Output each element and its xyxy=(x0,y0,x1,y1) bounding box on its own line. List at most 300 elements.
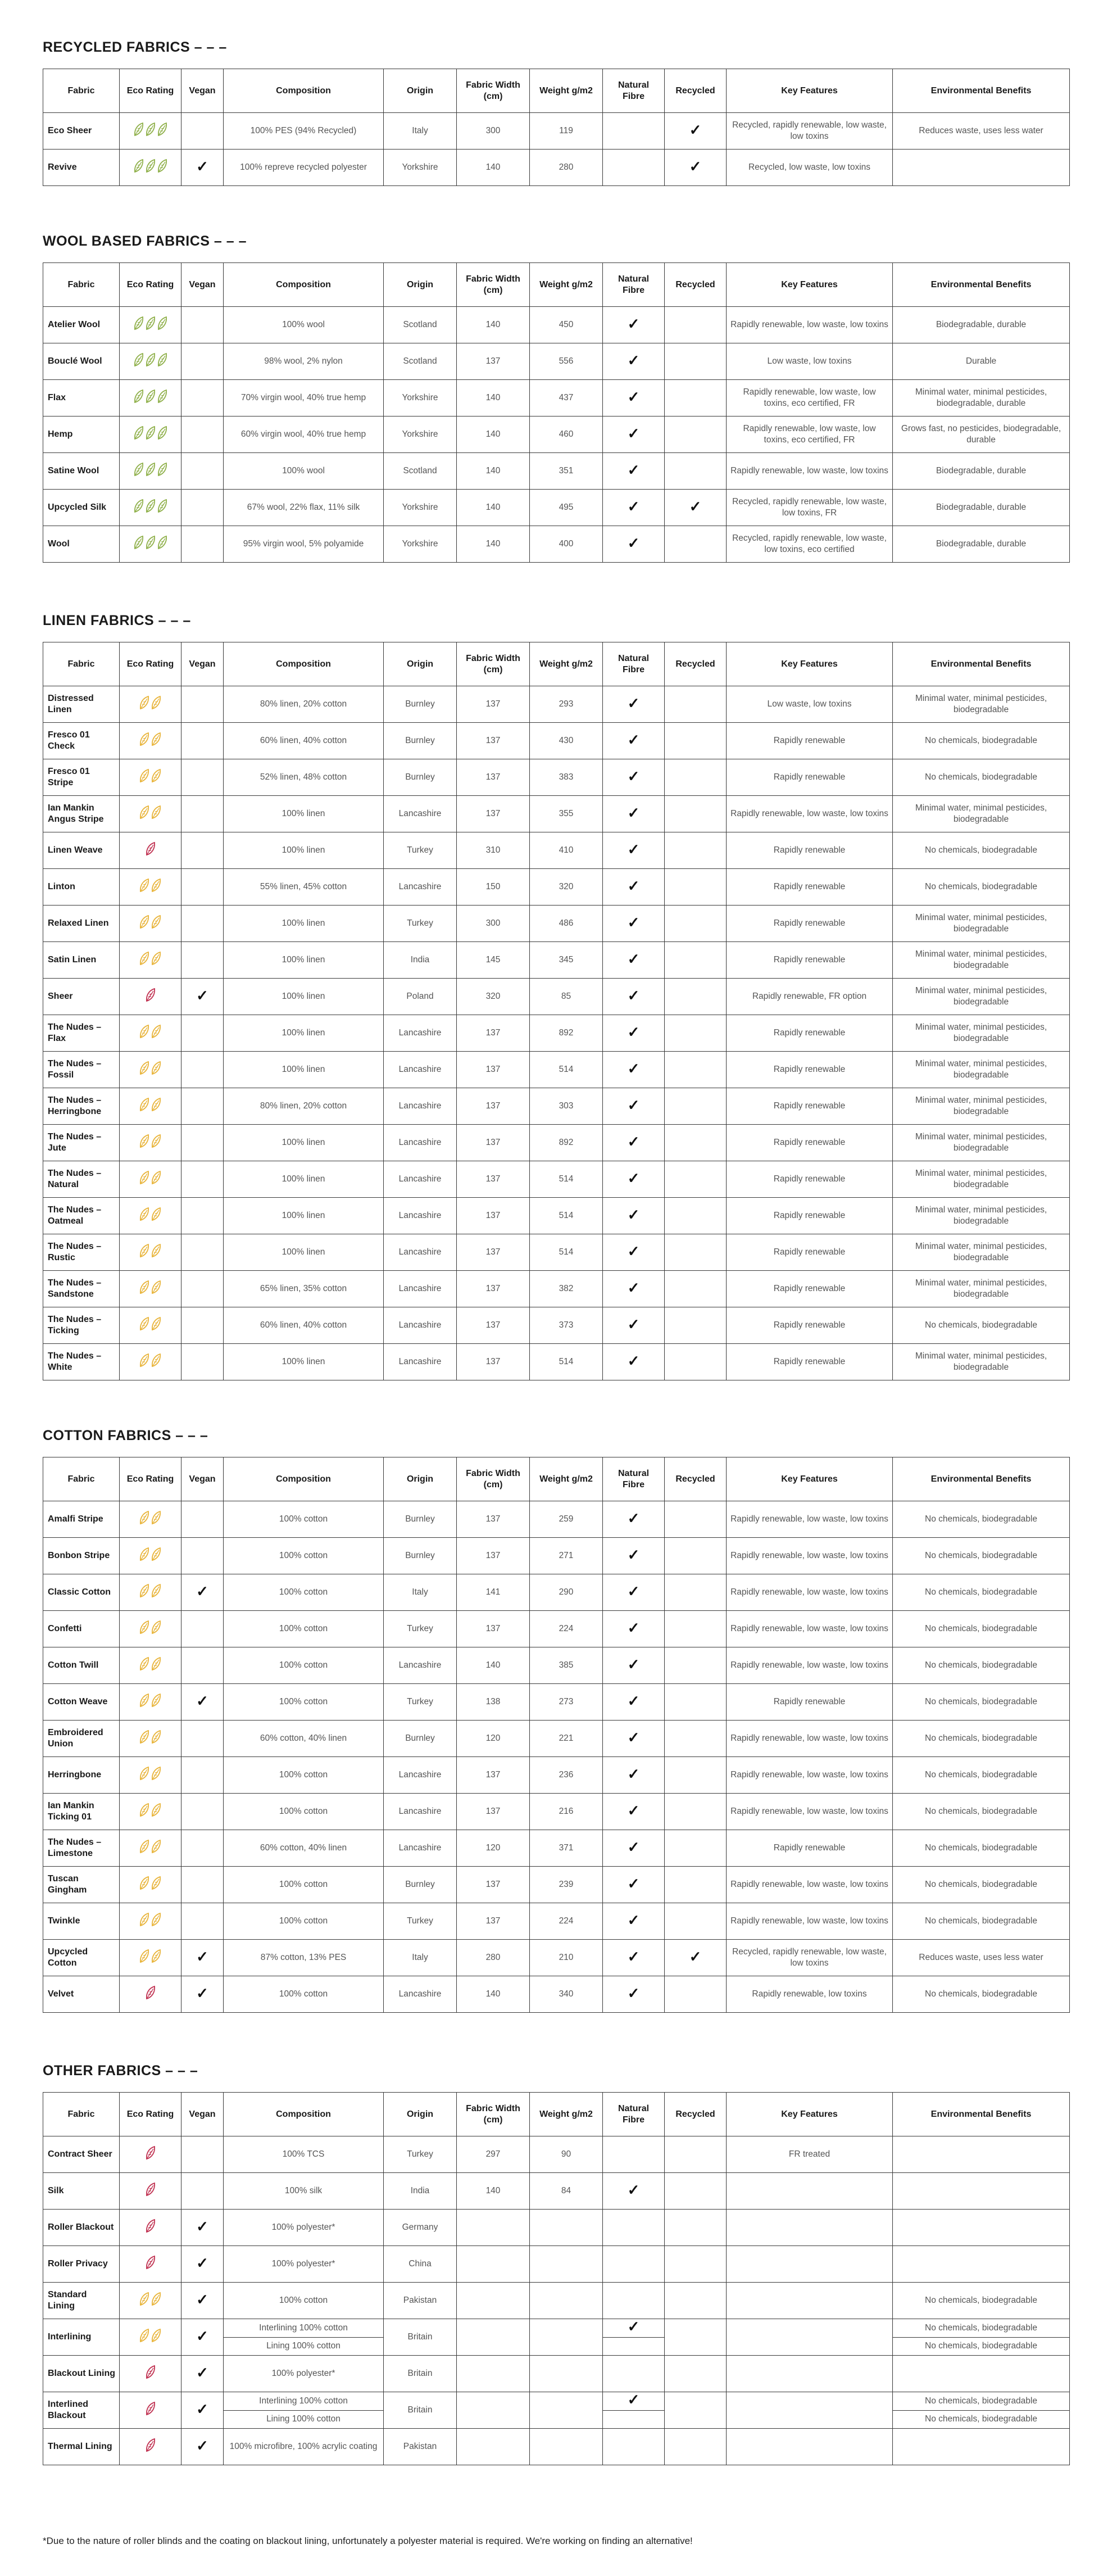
key-features xyxy=(727,2319,893,2356)
table-row xyxy=(43,2246,1070,2283)
recycled-flag xyxy=(665,796,727,832)
fabric-name: Contract Sheer xyxy=(43,2136,120,2173)
fabric-width: 320 xyxy=(457,979,530,1015)
weight: 210 xyxy=(530,1940,603,1976)
key-features: Rapidly renewable xyxy=(727,906,893,942)
origin: Turkey xyxy=(384,2136,457,2173)
vegan-flag xyxy=(181,1234,224,1271)
origin: Pakistan xyxy=(384,2283,457,2319)
checkmark-icon: ✓ xyxy=(627,1509,640,1527)
fabric-width: 137 xyxy=(457,723,530,759)
eco-rating xyxy=(120,2210,181,2246)
leaf-icon xyxy=(139,1656,150,1671)
eco-rating-red xyxy=(145,2182,156,2197)
leaf-icon xyxy=(139,1839,150,1854)
table-row xyxy=(43,1015,1070,1052)
leaf-icon xyxy=(139,1061,150,1075)
checkmark-icon: ✓ xyxy=(627,351,640,369)
environmental-benefits: No chemicals, biodegradable xyxy=(893,1501,1070,1538)
weight xyxy=(530,2283,603,2319)
table-row xyxy=(43,490,1070,526)
checkmark-icon: ✓ xyxy=(627,1948,640,1965)
origin: India xyxy=(384,942,457,979)
environmental-benefits: No chemicals, biodegradable xyxy=(893,1830,1070,1867)
eco-rating xyxy=(120,1830,181,1867)
environmental-benefits: No chemicals, biodegradable xyxy=(893,1794,1070,1830)
key-features: Rapidly renewable xyxy=(727,1052,893,1088)
composition: 60% linen, 40% cotton xyxy=(224,1307,384,1344)
table-row xyxy=(43,686,1070,723)
column-header-fabric-width: Fabric Width (cm) xyxy=(457,263,530,307)
environmental-benefits: Minimal water, minimal pesticides, biodegradable xyxy=(893,1088,1070,1125)
fabric-name: Interlining xyxy=(43,2319,120,2356)
vegan-flag xyxy=(181,1344,224,1380)
eco-rating xyxy=(120,2319,181,2356)
column-header-key-features: Key Features xyxy=(727,642,893,686)
composition: 100% cotton xyxy=(224,1501,384,1538)
weight: 373 xyxy=(530,1307,603,1344)
eco-rating-yellow xyxy=(139,914,162,929)
leaf-icon xyxy=(139,1510,150,1525)
leaf-icon xyxy=(151,1353,162,1368)
eco-rating-yellow xyxy=(139,951,162,966)
column-header-key-features: Key Features xyxy=(727,69,893,113)
eco-rating xyxy=(120,759,181,796)
origin: Lancashire xyxy=(384,796,457,832)
column-header-eco-rating: Eco Rating xyxy=(120,69,181,113)
vegan-flag xyxy=(181,1903,224,1940)
recycled-flag xyxy=(665,1647,727,1684)
fabric-name: Confetti xyxy=(43,1611,120,1647)
eco-rating xyxy=(120,1125,181,1161)
fabric-name: Bonbon Stripe xyxy=(43,1538,120,1574)
table-row xyxy=(43,2429,1070,2465)
composition: 100% cotton xyxy=(224,1867,384,1903)
table-row xyxy=(43,1538,1070,1574)
environmental-benefits: Biodegradable, durable xyxy=(893,490,1070,526)
vegan-flag xyxy=(181,2173,224,2210)
fabric-width: 137 xyxy=(457,1903,530,1940)
fabric-width: 137 xyxy=(457,1307,530,1344)
leaf-icon xyxy=(139,951,150,966)
leaf-icon xyxy=(151,1170,162,1185)
fabric-name: Cotton Twill xyxy=(43,1647,120,1684)
eco-rating-yellow xyxy=(139,1353,162,1368)
environmental-benefits: Biodegradable, durable xyxy=(893,307,1070,343)
vegan-flag xyxy=(181,2319,224,2356)
weight: 320 xyxy=(530,869,603,906)
composition: Interlining 100% cotton xyxy=(224,2392,384,2411)
recycled-flag xyxy=(665,1198,727,1234)
checkmark-icon: ✓ xyxy=(627,2181,640,2198)
checkmark-icon: ✓ xyxy=(689,121,702,138)
table-row xyxy=(43,1903,1070,1940)
natural-fibre-flag xyxy=(603,1830,665,1867)
column-header-vegan-flag: Vegan xyxy=(181,263,224,307)
composition: 100% cotton xyxy=(224,1794,384,1830)
recycled-flag xyxy=(665,1940,727,1976)
checkmark-icon: ✓ xyxy=(627,1984,640,2002)
fabric-width: 140 xyxy=(457,1647,530,1684)
origin: China xyxy=(384,2246,457,2283)
fabric-width: 140 xyxy=(457,490,530,526)
natural-fibre-flag xyxy=(603,1611,665,1647)
recycled-flag xyxy=(665,2210,727,2246)
origin: Britain xyxy=(384,2319,457,2356)
origin: Turkey xyxy=(384,1611,457,1647)
vegan-flag xyxy=(181,1684,224,1721)
origin: Lancashire xyxy=(384,1976,457,2013)
key-features: Rapidly renewable, low waste, low toxins xyxy=(727,1757,893,1794)
key-features: Recycled, rapidly renewable, low waste, low toxins xyxy=(727,113,893,150)
eco-rating-green xyxy=(133,352,168,367)
checkmark-icon: ✓ xyxy=(627,877,640,894)
eco-rating xyxy=(120,343,181,380)
eco-rating xyxy=(120,453,181,490)
column-header-composition: Composition xyxy=(224,69,384,113)
recycled-flag xyxy=(665,1125,727,1161)
table-row xyxy=(43,2173,1070,2210)
leaf-icon xyxy=(151,1766,162,1781)
leaf-icon xyxy=(145,316,156,331)
eco-rating xyxy=(120,832,181,869)
fabric-name: The Nudes – Sandstone xyxy=(43,1271,120,1307)
checkmark-icon: ✓ xyxy=(627,950,640,967)
natural-fibre-flag xyxy=(603,2410,665,2429)
column-header-fabric-width: Fabric Width (cm) xyxy=(457,2093,530,2136)
leaf-icon xyxy=(151,1803,162,1817)
vegan-flag xyxy=(181,2356,224,2392)
composition: 100% linen xyxy=(224,796,384,832)
vegan-flag xyxy=(181,1198,224,1234)
natural-fibre-flag xyxy=(603,1501,665,1538)
leaf-icon xyxy=(133,316,144,331)
natural-fibre-flag xyxy=(603,1015,665,1052)
recycled-flag xyxy=(665,869,727,906)
composition: 67% wool, 22% flax, 11% silk xyxy=(224,490,384,526)
weight: 345 xyxy=(530,942,603,979)
composition: 100% linen xyxy=(224,1125,384,1161)
fabric-width: 137 xyxy=(457,1052,530,1088)
column-header-vegan-flag: Vegan xyxy=(181,2093,224,2136)
checkmark-icon: ✓ xyxy=(689,497,702,515)
fabric-width: 137 xyxy=(457,1538,530,1574)
natural-fibre-flag xyxy=(603,1794,665,1830)
checkmark-icon: ✓ xyxy=(627,1242,640,1260)
weight: 351 xyxy=(530,453,603,490)
checkmark-icon: ✓ xyxy=(627,1728,640,1746)
checkmark-icon: ✓ xyxy=(627,1169,640,1187)
column-header-environmental-benefits: Environmental Benefits xyxy=(893,2093,1070,2136)
vegan-flag xyxy=(181,416,224,453)
table-row xyxy=(43,343,1070,380)
key-features: Rapidly renewable, low waste, low toxins xyxy=(727,1647,893,1684)
section-title: OTHER FABRICS – – – xyxy=(43,2063,198,2079)
environmental-benefits: Grows fast, no pesticides, biodegradable, durable xyxy=(893,416,1070,453)
leaf-icon xyxy=(139,1766,150,1781)
leaf-icon xyxy=(157,316,168,331)
checkmark-icon: ✓ xyxy=(627,2392,640,2409)
vegan-flag xyxy=(181,1867,224,1903)
recycled-flag xyxy=(665,686,727,723)
origin: Lancashire xyxy=(384,1344,457,1380)
fabric-width: 137 xyxy=(457,1344,530,1380)
leaf-icon xyxy=(145,2219,156,2233)
key-features: Rapidly renewable xyxy=(727,723,893,759)
recycled-flag xyxy=(665,1830,727,1867)
origin: Burnley xyxy=(384,1721,457,1757)
environmental-benefits: Minimal water, minimal pesticides, biodegradable xyxy=(893,1198,1070,1234)
weight: 514 xyxy=(530,1161,603,1198)
natural-fibre-flag xyxy=(603,1307,665,1344)
eco-rating xyxy=(120,307,181,343)
leaf-icon xyxy=(139,1876,150,1890)
weight: 371 xyxy=(530,1830,603,1867)
composition: 100% linen xyxy=(224,979,384,1015)
fabric-name: Classic Cotton xyxy=(43,1574,120,1611)
leaf-icon xyxy=(151,914,162,929)
vegan-flag xyxy=(181,1271,224,1307)
header-row xyxy=(43,1457,1070,1501)
vegan-flag xyxy=(181,380,224,416)
fabric-width: 137 xyxy=(457,1271,530,1307)
vegan-flag xyxy=(181,1501,224,1538)
composition: 100% silk xyxy=(224,2173,384,2210)
eco-rating xyxy=(120,2356,181,2392)
eco-rating-red xyxy=(145,2365,156,2379)
table-row xyxy=(43,1976,1070,2013)
checkmark-icon: ✓ xyxy=(196,2254,208,2271)
fabric-name: Embroidered Union xyxy=(43,1721,120,1757)
table-row xyxy=(43,2283,1070,2319)
leaf-icon xyxy=(151,1547,162,1561)
table-row xyxy=(43,942,1070,979)
table-row xyxy=(43,1830,1070,1867)
environmental-benefits: Minimal water, minimal pesticides, biodegradable xyxy=(893,1125,1070,1161)
eco-rating-yellow xyxy=(139,1693,162,1708)
origin: Turkey xyxy=(384,1903,457,1940)
environmental-benefits: Biodegradable, durable xyxy=(893,526,1070,563)
environmental-benefits: No chemicals, biodegradable xyxy=(893,1538,1070,1574)
checkmark-icon: ✓ xyxy=(627,913,640,931)
key-features: Rapidly renewable, low waste, low toxins xyxy=(727,1538,893,1574)
natural-fibre-flag xyxy=(603,2246,665,2283)
weight: 437 xyxy=(530,380,603,416)
leaf-icon xyxy=(145,1985,156,2000)
eco-rating-yellow xyxy=(139,732,162,746)
eco-rating-yellow xyxy=(139,1912,162,1927)
fabric-name: Thermal Lining xyxy=(43,2429,120,2465)
leaf-icon xyxy=(151,1620,162,1635)
checkmark-icon: ✓ xyxy=(196,1692,208,1709)
eco-rating-green xyxy=(133,462,168,477)
leaf-icon xyxy=(139,1730,150,1744)
weight: 514 xyxy=(530,1344,603,1380)
natural-fibre-flag xyxy=(603,1867,665,1903)
key-features: Rapidly renewable, FR option xyxy=(727,979,893,1015)
leaf-icon xyxy=(139,1024,150,1039)
fabric-name: Upcycled Silk xyxy=(43,490,120,526)
checkmark-icon: ✓ xyxy=(689,1948,702,1965)
eco-rating-yellow xyxy=(139,1097,162,1112)
column-header-natural-fibre-flag: Natural Fibre xyxy=(603,642,665,686)
composition: 100% polyester* xyxy=(224,2356,384,2392)
fabric-width: 145 xyxy=(457,942,530,979)
leaf-icon xyxy=(151,768,162,783)
environmental-benefits: Minimal water, minimal pesticides, biodegradable xyxy=(893,1161,1070,1198)
environmental-benefits: Minimal water, minimal pesticides, biodegradable xyxy=(893,906,1070,942)
fabric-width: 140 xyxy=(457,307,530,343)
leaf-icon xyxy=(151,1510,162,1525)
composition: 100% cotton xyxy=(224,2283,384,2319)
leaf-icon xyxy=(151,1024,162,1039)
composition: Lining 100% cotton xyxy=(224,2337,384,2356)
eco-rating xyxy=(120,942,181,979)
composition: 98% wool, 2% nylon xyxy=(224,343,384,380)
checkmark-icon: ✓ xyxy=(627,461,640,478)
fabric-name: Fresco 01 Stripe xyxy=(43,759,120,796)
environmental-benefits: No chemicals, biodegradable xyxy=(893,1867,1070,1903)
key-features: Rapidly renewable xyxy=(727,1307,893,1344)
origin: Burnley xyxy=(384,1538,457,1574)
recycled-flag xyxy=(665,2283,727,2319)
weight: 383 xyxy=(530,759,603,796)
header-row xyxy=(43,642,1070,686)
column-header-vegan-flag: Vegan xyxy=(181,1457,224,1501)
eco-rating xyxy=(120,1903,181,1940)
leaf-icon xyxy=(151,1243,162,1258)
origin: Lancashire xyxy=(384,1307,457,1344)
fabric-name: Satine Wool xyxy=(43,453,120,490)
weight: 514 xyxy=(530,1052,603,1088)
natural-fibre-flag xyxy=(603,490,665,526)
leaf-icon xyxy=(145,841,156,856)
recycled-flag xyxy=(665,526,727,563)
leaf-icon xyxy=(139,695,150,710)
natural-fibre-flag xyxy=(603,759,665,796)
checkmark-icon: ✓ xyxy=(196,2290,208,2308)
leaf-icon xyxy=(139,1316,150,1331)
fabric-name: Hemp xyxy=(43,416,120,453)
natural-fibre-flag xyxy=(603,2136,665,2173)
natural-fibre-flag xyxy=(603,1052,665,1088)
eco-rating xyxy=(120,380,181,416)
environmental-benefits xyxy=(893,2356,1070,2392)
table-row xyxy=(43,979,1070,1015)
natural-fibre-flag xyxy=(603,343,665,380)
checkmark-icon: ✓ xyxy=(627,2319,640,2335)
column-header-composition: Composition xyxy=(224,2093,384,2136)
header-row xyxy=(43,2093,1070,2136)
leaf-icon xyxy=(139,732,150,746)
weight xyxy=(530,2429,603,2465)
column-header-recycled-flag: Recycled xyxy=(665,69,727,113)
origin: Yorkshire xyxy=(384,380,457,416)
key-features: Rapidly renewable xyxy=(727,1198,893,1234)
column-header-fabric-name: Fabric xyxy=(43,1457,120,1501)
fabric-name: Cotton Weave xyxy=(43,1684,120,1721)
natural-fibre-flag xyxy=(603,2356,665,2392)
leaf-icon xyxy=(151,1693,162,1708)
vegan-flag xyxy=(181,979,224,1015)
fabric-name: The Nudes – Rustic xyxy=(43,1234,120,1271)
composition: 60% cotton, 40% linen xyxy=(224,1830,384,1867)
table-row xyxy=(43,869,1070,906)
environmental-benefits: Durable xyxy=(893,343,1070,380)
key-features: Rapidly renewable, low waste, low toxins xyxy=(727,1501,893,1538)
natural-fibre-flag xyxy=(603,416,665,453)
origin: Turkey xyxy=(384,906,457,942)
table-row xyxy=(43,759,1070,796)
origin: Yorkshire xyxy=(384,150,457,186)
leaf-icon xyxy=(151,1876,162,1890)
fabric-name: Twinkle xyxy=(43,1903,120,1940)
table-row xyxy=(43,1161,1070,1198)
fabric-name: The Nudes – Ticking xyxy=(43,1307,120,1344)
fabric-width xyxy=(457,2246,530,2283)
fabric-width: 300 xyxy=(457,906,530,942)
origin: Italy xyxy=(384,113,457,150)
natural-fibre-flag xyxy=(603,1088,665,1125)
vegan-flag xyxy=(181,2136,224,2173)
section-title: RECYCLED FABRICS – – – xyxy=(43,39,227,55)
eco-rating-yellow xyxy=(139,1766,162,1781)
leaf-icon xyxy=(151,951,162,966)
recycled-flag xyxy=(665,2429,727,2465)
table-row xyxy=(43,307,1070,343)
composition: 100% cotton xyxy=(224,1684,384,1721)
natural-fibre-flag xyxy=(603,307,665,343)
weight: 119 xyxy=(530,113,603,150)
natural-fibre-flag xyxy=(603,113,665,150)
eco-rating xyxy=(120,1015,181,1052)
column-header-fabric-name: Fabric xyxy=(43,69,120,113)
weight: 236 xyxy=(530,1757,603,1794)
table-row xyxy=(43,1307,1070,1344)
composition: 60% linen, 40% cotton xyxy=(224,723,384,759)
leaf-icon xyxy=(157,122,168,137)
vegan-flag xyxy=(181,1538,224,1574)
vegan-flag xyxy=(181,832,224,869)
table-row xyxy=(43,150,1070,186)
eco-rating-red xyxy=(145,841,156,856)
origin: Britain xyxy=(384,2392,457,2429)
column-header-natural-fibre-flag: Natural Fibre xyxy=(603,2093,665,2136)
column-header-fabric-width: Fabric Width (cm) xyxy=(457,642,530,686)
key-features: Rapidly renewable xyxy=(727,1015,893,1052)
column-header-origin: Origin xyxy=(384,69,457,113)
origin: Scotland xyxy=(384,343,457,380)
leaf-icon xyxy=(139,1803,150,1817)
natural-fibre-flag xyxy=(603,1234,665,1271)
environmental-benefits: Minimal water, minimal pesticides, biodegradable xyxy=(893,686,1070,723)
eco-rating-green xyxy=(133,122,168,137)
recycled-flag xyxy=(665,1234,727,1271)
origin: Burnley xyxy=(384,1867,457,1903)
column-header-weight: Weight g/m2 xyxy=(530,642,603,686)
natural-fibre-flag xyxy=(603,1903,665,1940)
leaf-icon xyxy=(139,1949,150,1963)
fabric-width: 140 xyxy=(457,526,530,563)
eco-rating-green xyxy=(133,159,168,173)
fabric-name: Upcycled Cotton xyxy=(43,1940,120,1976)
eco-rating-red xyxy=(145,2438,156,2452)
natural-fibre-flag xyxy=(603,1647,665,1684)
environmental-benefits xyxy=(893,150,1070,186)
leaf-icon xyxy=(145,2145,156,2160)
fabric-name: Tuscan Gingham xyxy=(43,1867,120,1903)
composition: 100% linen xyxy=(224,1052,384,1088)
